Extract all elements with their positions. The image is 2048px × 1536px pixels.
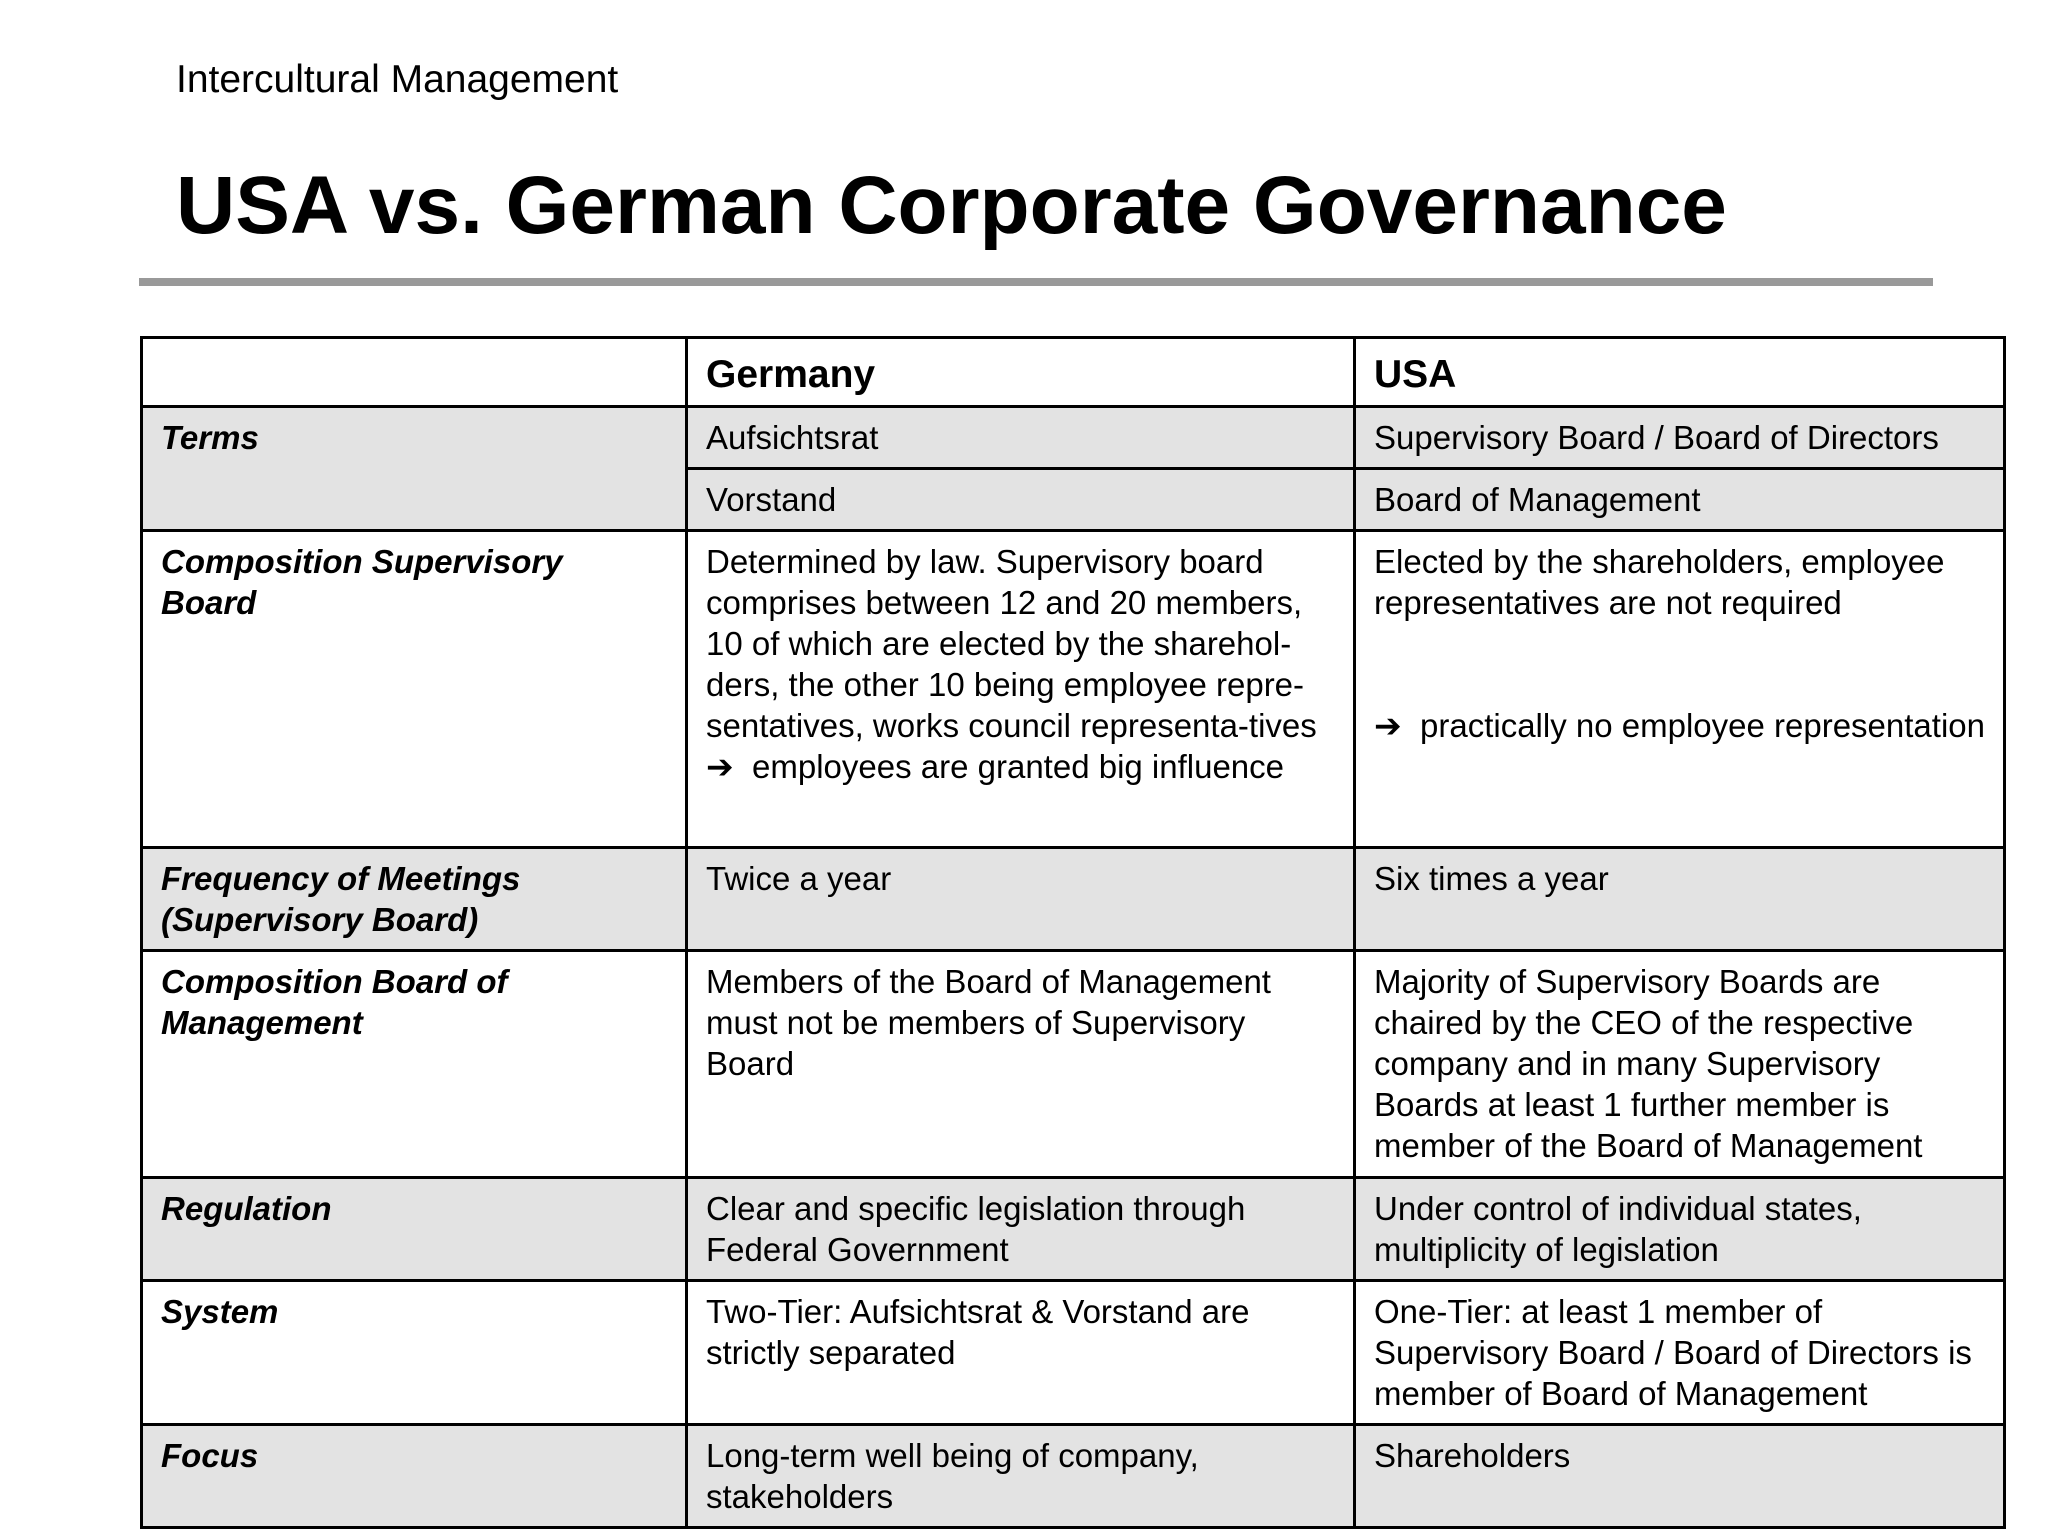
cell-usa-regulation: Under control of individual states, multiplicity of legislation [1355, 1178, 2005, 1281]
arrow-point [1374, 705, 1985, 746]
slide-title: USA vs. German Corporate Governance [176, 160, 1727, 251]
row-label-system: System [142, 1281, 687, 1425]
table-row-terms [142, 407, 2005, 469]
table-row-composition-supervisory [142, 531, 2005, 848]
cell-germany-composition-supervisory [687, 531, 1355, 848]
cell-spacer [1374, 623, 1985, 705]
table-row-focus [142, 1425, 2005, 1528]
row-label-regulation: Regulation [142, 1178, 687, 1281]
cell-germany-frequency: Twice a year [687, 848, 1355, 951]
cell-germany-composition-management: Members of the Board of Management must not be members of Supervisory Board [687, 951, 1355, 1178]
row-label-focus: Focus [142, 1425, 687, 1528]
row-label-terms: Terms [142, 407, 687, 531]
arrow-right-icon: ➔ [706, 748, 734, 785]
table-row-system [142, 1281, 2005, 1425]
cell-usa-terms-2: Board of Management [1355, 469, 2005, 531]
cell-text: Elected by the shareholders, employee representatives are not required [1374, 543, 1945, 621]
cell-text: Determined by law. Supervisory board comprises between 12 and 20 members, 10 of which are elected by the sharehol-ders, the other 10 being employee repre-sentatives, works council representa-tives [706, 543, 1317, 744]
row-label-frequency: Frequency of Meetings (Supervisory Board) [142, 848, 687, 951]
cell-usa-system: One-Tier: at least 1 member of Supervisory Board / Board of Directors is member of Board of Management [1355, 1281, 2005, 1425]
header-cell-empty [142, 338, 687, 407]
cell-germany-terms-1: Aufsichtsrat [687, 407, 1355, 469]
comparison-table [140, 336, 2006, 1529]
title-divider [139, 278, 1933, 286]
cell-germany-system: Two-Tier: Aufsichtsrat & Vorstand are strictly separated [687, 1281, 1355, 1425]
cell-usa-composition-supervisory [1355, 531, 2005, 848]
header-usa: USA [1355, 338, 2005, 407]
row-label-composition-management: Composition Board of Management [142, 951, 687, 1178]
cell-usa-terms-1: Supervisory Board / Board of Directors [1355, 407, 2005, 469]
cell-usa-frequency: Six times a year [1355, 848, 2005, 951]
cell-usa-focus: Shareholders [1355, 1425, 2005, 1528]
table-row-frequency [142, 848, 2005, 951]
arrow-right-icon: ➔ [1374, 707, 1402, 744]
arrow-point [706, 746, 1335, 787]
arrow-text: employees are granted big influence [752, 748, 1285, 785]
table-row-regulation [142, 1178, 2005, 1281]
arrow-text: practically no employee representation [1420, 707, 1985, 744]
table-row-composition-management [142, 951, 2005, 1178]
cell-usa-composition-management: Majority of Supervisory Boards are chaired by the CEO of the respective company and in many Supervisory Boards at least 1 further member is member of the Board of Management [1355, 951, 2005, 1178]
row-label-composition-supervisory: Composition Supervisory Board [142, 531, 687, 848]
course-title: Intercultural Management [176, 58, 619, 101]
cell-germany-focus: Long-term well being of company, stakeholders [687, 1425, 1355, 1528]
cell-germany-terms-2: Vorstand [687, 469, 1355, 531]
cell-germany-regulation: Clear and specific legislation through Federal Government [687, 1178, 1355, 1281]
table-header-row [142, 338, 2005, 407]
header-germany: Germany [687, 338, 1355, 407]
